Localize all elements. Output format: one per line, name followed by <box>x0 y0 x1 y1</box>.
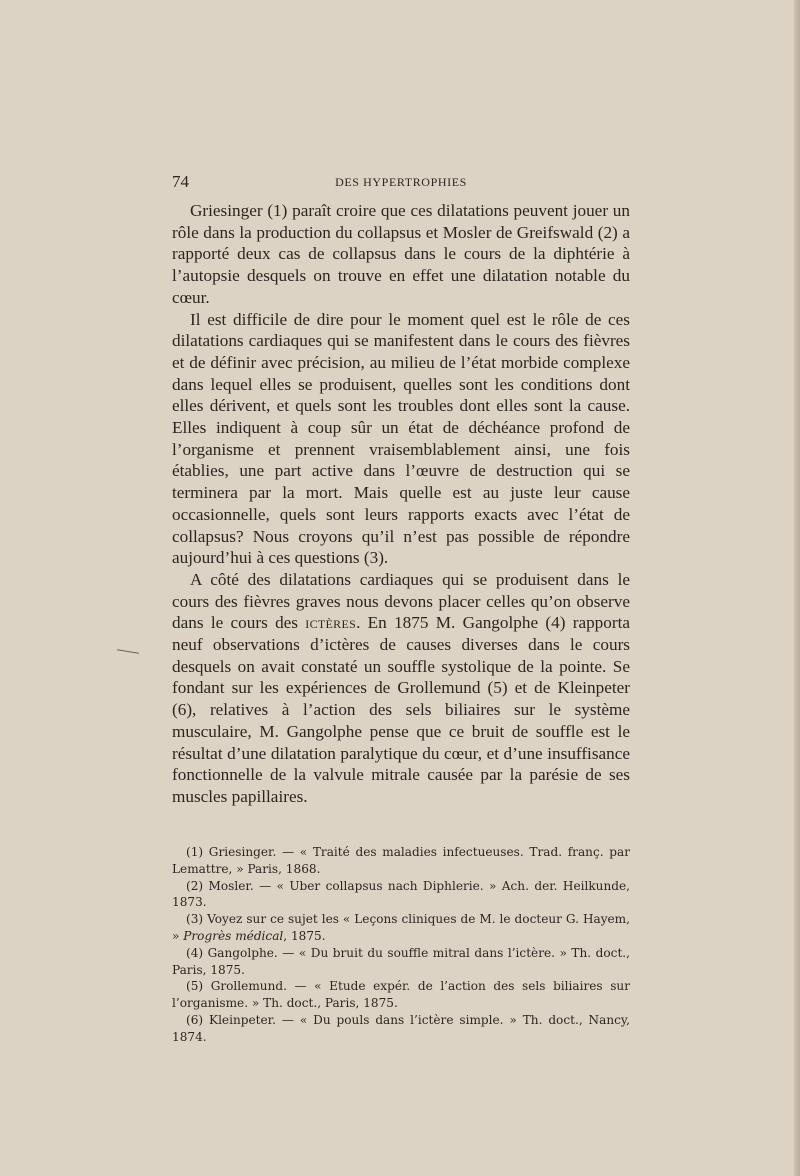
page-header <box>172 172 630 194</box>
footnote-3 <box>172 911 630 945</box>
page-number: 74 <box>172 172 189 191</box>
paragraph-3-start: A côté des dilatations cardiaques qui se produisent dans le cours des fièvres graves nous devons placer celles qu’on observe dans le cours des <box>172 569 630 633</box>
footnote-5: (5) Grollemund. — « Etude expér. de l’action des sels biliaires sur l’organisme. » Th. doct., Paris, 1875. <box>172 979 630 1011</box>
running-title: DES HYPERTROPHIES <box>335 175 467 189</box>
footnote-1: (1) Griesinger. — « Traité des maladies infectueuses. Trad. franç. par Lemattre, » Paris, 1868. <box>172 845 630 876</box>
paragraph-1: Griesinger (1) paraît croire que ces dilatations peuvent jouer un rôle dans la production du collapsus et Mosler de Greifswald (2) a rapporté deux cas de collapsus dans le cours de la diphtérie à l’autopsie desquels on trouve en effet une dilatation notable du cœur. <box>172 201 630 307</box>
footnote-4: (4) Gangolphe. — « Du bruit du souffle mitral dans l’ictère. » Th. doct., Paris, 1875. <box>172 945 630 977</box>
footnote-3-start: (3) Voyez sur ce sujet les « Leçons cliniques de M. le docteur G. Hayem, » <box>172 912 630 943</box>
page-edge <box>794 0 800 1176</box>
body-text <box>172 200 630 808</box>
smallcaps-term: ictères <box>305 613 357 633</box>
margin-mark <box>117 649 139 654</box>
footnote-2: (2) Mosler. — « Uber collapsus nach Diphlerie. » Ach. der. Heilkunde, 1873. <box>172 878 630 910</box>
paragraph-2: Il est difficile de dire pour le moment quel est le rôle de ces dilatations cardiaques qui se manifestent dans le cours des fièvres et de définir avec précision, au milieu de l’état morbide complexe dans lequel elles se produisent, quelles sont les conditions dont elles dérivent, et quels sont les troubles dont elles sont la cause. Elles indiquent à coup sûr un état de déchéance profond de l’organisme et prennent vraisemblablement ainsi, une fois établies, une part active dans l’œuvre de destruction qui se terminera par la mort. Mais quelle est au juste leur cause occasionnelle, quels sont leurs rapports exacts avec l’état de collapsus? Nous croyons qu’il n’est pas possible de répondre aujourd’hui à ces questions (3). <box>172 309 630 568</box>
paragraph-3 <box>172 569 630 808</box>
paragraph-3-end: . En 1875 M. Gangolphe (4) rapporta neuf observations d’ictères de causes diverses dans le cours desquels on avait constaté un souffle systolique de la pointe. Se fondant sur les expériences de Grollemund (5) et de Kleinpeter (6), relatives à l’action des sels biliaires sur le système musculaire, M. Gangolphe pense que ce bruit de souffle est le résultat d’une dilatation paralytique du cœur, et d’une insuffisance fonctionnelle de la valvule mitrale causée par la parésie de ses muscles papillaires. <box>172 613 630 806</box>
footnotes <box>172 844 630 1046</box>
footnote-6: (6) Kleinpeter. — « Du pouls dans l’ictère simple. » Th. doct., Nancy, 1874. <box>172 1012 630 1044</box>
footnote-3-end: , 1875. <box>283 928 326 943</box>
footnote-3-journal: Progrès médical <box>183 928 284 943</box>
